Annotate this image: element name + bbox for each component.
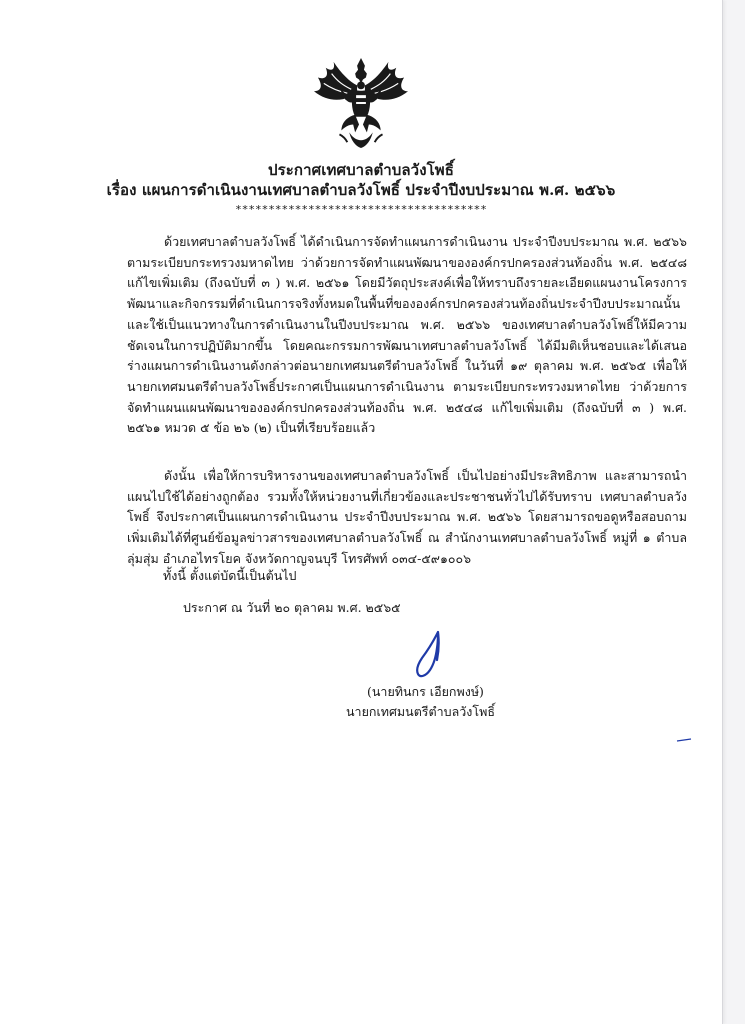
title-separator: ************************************** — [235, 203, 487, 216]
garuda-emblem-icon — [312, 56, 410, 150]
paragraph-body-2: ดังนั้น เพื่อให้การบริหารงานของเทศบาลตำบลวังโพธิ์ เป็นไปอย่างมีประสิทธิภาพ และสามารถนำแผนไปใช้ได้อย่างถูกต้อง รวมทั้งให้หน่วยงานที่เกี่ยวข้องและประชาชนทั่วไปได้รับทราบ เทศบาลตำบลวังโพธิ์ จึงประกาศเป็นแผนการดำเนินงาน ประจำปีงบประมาณ พ.ศ. ๒๕๖๖ โดยสามารถขอดูหรือสอบถามเพิ่มเติมได้ที่ศูนย์ข้อมูลข่าวสารของเทศบาลตำบลวังโพธิ์ ณ สำนักงานเทศบาลตำบลวังโพธิ์ หมู่ที่ ๑ ตำบลลุ่มสุ่ม อำเภอไทรโยค จังหวัดกาญจนบุรี โทรศัพท์ ๐๓๔-๕๙๑๐๐๖ — [127, 468, 687, 566]
document-title: ประกาศเทศบาลตำบลวังโพธิ์ — [267, 161, 455, 179]
handwritten-signature-icon — [408, 628, 452, 680]
paragraph-body-1: ด้วยเทศบาลตำบลวังโพธิ์ ได้ดำเนินการจัดทำแผนการดำเนินงาน ประจำปีงบประมาณ พ.ศ. ๒๕๖๖ ตามระเบียบกระทรวงมหาดไทย ว่าด้วยการจัดทำแผนพัฒนาขององค์กรปกครองส่วนท้องถิ่น พ.ศ. ๒๕๔๘ แก้ไขเพิ่มเติม (ถึงฉบับที่ ๓ ) พ.ศ. ๒๕๖๑ โดยมีวัตถุประสงค์เพื่อให้ทราบถึงรายละเอียดแผนงานโครงการพัฒนาและกิจกรรมที่ดำเนินการจริงทั้งหมดในพื้นที่ขององค์กรปกครองส่วนท้องถิ่นประจำปีงบประมาณนั้น และใช้เป็นแนวทางในการดำเนินงานในปีงบประมาณ พ.ศ. ๒๕๖๖ ของเทศบาลตำบลวังโพธิ์ให้มีความชัดเจนในการปฏิบัติมากขึ้น โดยคณะกรรมการพัฒนาเทศบาลตำบลวังโพธิ์ ได้มีมติเห็นชอบและได้เสนอร่างแผนการดำเนินงานดังกล่าวต่อนายกเทศมนตรีตำบลวังโพธิ์ ในวันที่ ๑๙ ตุลาคม พ.ศ. ๒๕๖๕ เพื่อให้นายกเทศมนตรีตำบลวังโพธิ์ประกาศเป็นแผนการดำเนินงาน ตามระเบียบกระทรวงมหาดไทย ว่าด้วยการจัดทำแผนแผนพัฒนาขององค์กรปกครองส่วนท้องถิ่น พ.ศ. ๒๕๔๘ แก้ไขเพิ่มเติม (ถึงฉบับที่ ๓ ) พ.ศ. ๒๕๖๑ หมวด ๕ ข้อ ๒๖ (๒) เป็นที่เรียบร้อยแล้ว — [127, 234, 687, 436]
signer-position: นายกเทศมนตรีตำบลวังโพธิ์ — [346, 704, 495, 719]
signer-name: (นายทินกร เอียกพงษ์) — [367, 684, 484, 699]
announcement-date: ประกาศ ณ วันที่ ๒๐ ตุลาคม พ.ศ. ๒๕๖๕ — [183, 600, 401, 615]
pen-stroke-mark — [676, 738, 692, 742]
document-subject: เรื่อง แผนการดำเนินงานเทศบาลตำบลวังโพธิ์ ประจำปีงบประมาณ พ.ศ. ๒๕๖๖ — [106, 181, 616, 199]
closing-statement: ทั้งนี้ ตั้งแต่บัดนี้เป็นต้นไป — [163, 568, 297, 583]
